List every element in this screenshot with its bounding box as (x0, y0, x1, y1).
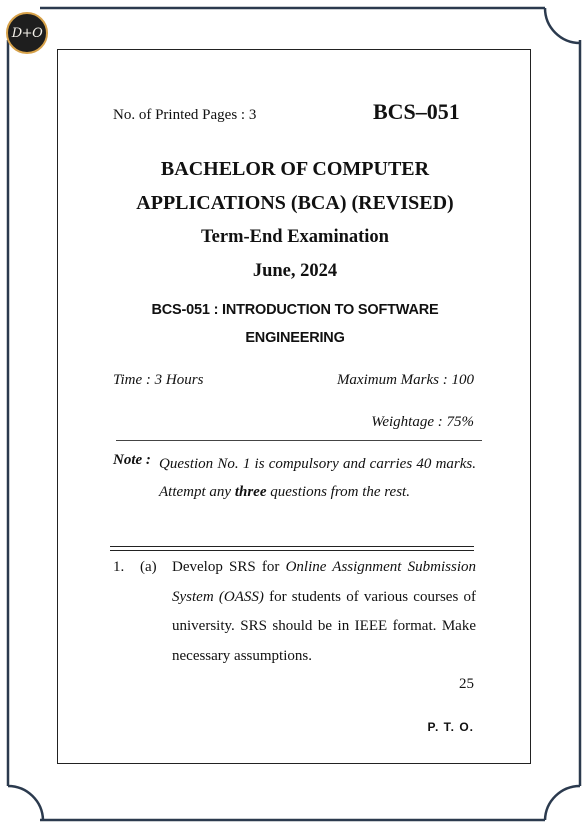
publisher-logo (6, 12, 48, 54)
exam-session: June, 2024 (252, 261, 338, 281)
note-text (159, 450, 476, 506)
please-turn-over: P. T. O. (427, 720, 474, 734)
exam-duration: Time : 3 Hours (113, 372, 204, 388)
exam-type: Term-End Examination (201, 227, 389, 247)
exam-paper (57, 49, 531, 764)
logo-text: D+O (11, 25, 43, 41)
double-divider-line (110, 546, 474, 551)
printed-pages-count: No. of Printed Pages : 3 (113, 107, 257, 123)
question-text (172, 553, 476, 671)
note-label: Note : (113, 452, 151, 468)
programme-title-line2: APPLICATIONS (BCA) (REVISED) (136, 192, 454, 214)
course-code: BCS–051 (373, 99, 460, 124)
weightage: Weightage : 75% (371, 414, 474, 430)
course-title-line2: ENGINEERING (245, 330, 345, 346)
course-title-line1: BCS-051 : INTRODUCTION TO SOFTWARE (151, 302, 439, 318)
note-text-part2: questions from the rest. (266, 484, 410, 500)
question-system-name: Online Assignment Submission System (OASS) (172, 559, 476, 605)
question-number: 1. (113, 559, 125, 575)
note-emphasis: three (234, 484, 267, 500)
question-marks: 25 (459, 676, 474, 692)
question-text-part2: for students of various courses of university. SRS should be in IEEE format. Make necessary assumptions. (172, 588, 477, 664)
question-text-part1: Develop SRS for (172, 559, 286, 575)
question-part: (a) (140, 559, 157, 575)
maximum-marks: Maximum Marks : 100 (336, 372, 474, 388)
programme-title-line1: BACHELOR OF COMPUTER (160, 158, 430, 180)
note-text-part1: Question No. 1 is compulsory and carries 40 marks. Attempt any (159, 456, 476, 500)
divider-line (116, 440, 482, 441)
